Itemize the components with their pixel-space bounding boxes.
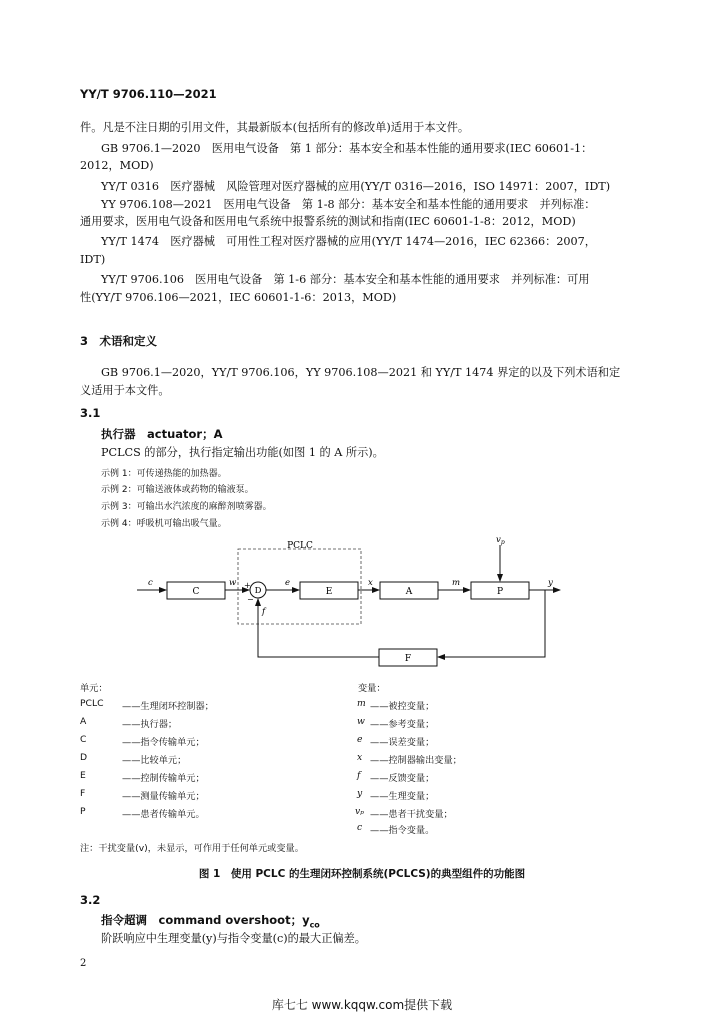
ref-yyt0316: YY/T 0316 医疗器械 风险管理对医疗器械的应用(YY/T 0316—2016，ISO 14971：2007，IDT) xyxy=(101,180,611,193)
signal-x-label: x xyxy=(368,578,373,588)
legend-unit-key: P xyxy=(80,806,86,817)
legend-var-desc: ——误差变量； xyxy=(370,737,435,748)
section-heading: 3 术语和定义 xyxy=(80,334,158,348)
legend-vars-title: 变量： xyxy=(358,683,386,694)
legend-var-key: vₚ xyxy=(355,806,364,817)
signal-m-label: m xyxy=(452,578,461,588)
legend-var-key: y xyxy=(357,788,363,799)
comparator-d-label: D xyxy=(254,586,262,596)
functional-diagram xyxy=(0,530,724,680)
feedback-path xyxy=(438,590,545,657)
term-definition: PCLCS 的部分，执行指定输出功能(如图 1 的 A 所示)。 xyxy=(101,446,384,459)
legend-var-key: x xyxy=(357,752,363,763)
legend-var-desc: ——参考变量； xyxy=(370,719,435,730)
signal-f-label: f xyxy=(262,607,266,617)
ref-gb9706-1: GB 9706.1—2020 医用电气设备 第 1 部分：基本安全和基本性能的通用要求(IEC 60601-1： xyxy=(101,142,593,155)
legend-unit-desc: ——执行器； xyxy=(122,719,178,730)
block-p-label: P xyxy=(496,587,504,597)
example: 示例 4：呼吸机可输出吸气量。 xyxy=(101,519,227,529)
legend-var-key: m xyxy=(357,698,366,709)
section-intro: GB 9706.1—2020，YY/T 9706.106，YY 9706.108—2021 和 YY/T 1474 界定的以及下列术语和定 xyxy=(101,366,621,379)
legend-var-desc: ——患者干扰变量； xyxy=(370,809,453,820)
plus-sign: + xyxy=(244,581,251,590)
term-title: 执行器 actuator；A xyxy=(101,427,223,441)
legend-unit-desc: ——比较单元； xyxy=(122,755,187,766)
legend-var-desc: ——指令变量。 xyxy=(370,825,435,836)
example: 示例 1：可传递热能的加热器。 xyxy=(101,469,227,479)
legend-var-key: f xyxy=(357,770,361,781)
block-a-label: A xyxy=(405,587,413,597)
legend-unit-key: A xyxy=(80,716,87,727)
legend-unit-key: F xyxy=(80,788,86,799)
example: 示例 3：可输出水汽浓度的麻醉剂喷雾器。 xyxy=(101,502,272,512)
ref-gb9706-1-cont: 2012，MOD) xyxy=(80,159,154,172)
legend-var-desc: ——控制器输出变量； xyxy=(370,755,462,766)
term-definition: 阶跃响应中生理变量(y)与指令变量(c)的最大正偏差。 xyxy=(101,932,366,945)
pclc-group-label: PCLC xyxy=(287,541,313,551)
ref-yyt1474: YY/T 1474 医疗器械 可用性工程对医疗器械的应用(YY/T 1474—2016，IEC 62366：2007， xyxy=(101,235,596,248)
watermark-footer: 库七七 www.kqqw.com提供下载 xyxy=(271,998,453,1012)
term-number: 3.2 xyxy=(80,893,101,907)
term-title: 指令超调 command overshoot；$y_{co}$ xyxy=(101,913,320,930)
legend-unit-desc: ——患者传输单元。 xyxy=(122,809,205,820)
block-f-label: F xyxy=(404,654,412,664)
document-id: YY/T 9706.110—2021 xyxy=(80,87,217,101)
legend-unit-key: PCLC xyxy=(80,698,104,709)
legend-var-key: e xyxy=(357,734,363,745)
ref-yy9706-108-cont: 通用要求，医用电气设备和医用电气系统中报警系统的测试和指南(IEC 60601-1-8：2012，MOD) xyxy=(80,215,576,228)
legend-unit-key: C xyxy=(80,734,87,745)
page-number: 2 xyxy=(80,958,87,969)
legend-unit-desc: ——指令传输单元； xyxy=(122,737,205,748)
legend-unit-desc: ——控制传输单元； xyxy=(122,773,205,784)
legend-var-desc: ——反馈变量； xyxy=(370,773,435,784)
ref-yyt9706-106-cont: 性(YY/T 9706.106—2021，IEC 60601-1-6：2013，MOD) xyxy=(80,291,397,304)
signal-w-label: w xyxy=(229,578,237,588)
term-number: 3.1 xyxy=(80,406,101,420)
figure-caption: 图 1 使用 PCLC 的生理闭环控制系统(PCLCS)的典型组件的功能图 xyxy=(198,868,526,880)
signal-vp-label: $v_p$ xyxy=(496,535,505,546)
signal-c-label: c xyxy=(148,578,153,588)
example: 示例 2：可输送液体或药物的输液泵。 xyxy=(101,485,254,495)
refs-line: 件。凡是不注日期的引用文件，其最新版本(包括所有的修改单)适用于本文件。 xyxy=(80,121,470,134)
ref-yyt1474-cont: IDT) xyxy=(80,253,106,266)
legend-var-key: w xyxy=(357,716,365,727)
legend-unit-key: D xyxy=(80,752,88,763)
legend-var-key: c xyxy=(357,822,363,833)
section-intro-cont: 义适用于本文件。 xyxy=(80,384,170,397)
legend-unit-desc: ——测量传输单元； xyxy=(122,791,205,802)
figure-note: 注：干扰变量(v)，未显示，可作用于任何单元或变量。 xyxy=(80,843,304,854)
ref-yy9706-108: YY 9706.108—2021 医用电气设备 第 1-8 部分：基本安全和基本性能的通用要求 并列标准： xyxy=(101,198,596,211)
block-c-label: C xyxy=(192,587,200,597)
legend-var-desc: ——被控变量； xyxy=(370,701,435,712)
legend-var-desc: ——生理变量； xyxy=(370,791,435,802)
signal-y-label: y xyxy=(548,578,553,588)
legend-unit-key: E xyxy=(80,770,86,781)
legend-unit-desc: ——生理闭环控制器； xyxy=(122,701,214,712)
signal-e-label: e xyxy=(285,578,291,588)
block-e-label: E xyxy=(325,587,333,597)
legend-units-title: 单元： xyxy=(80,683,108,694)
minus-sign: − xyxy=(247,595,254,604)
ref-yyt9706-106: YY/T 9706.106 医用电气设备 第 1-6 部分：基本安全和基本性能的通用要求 并列标准：可用 xyxy=(101,273,590,286)
